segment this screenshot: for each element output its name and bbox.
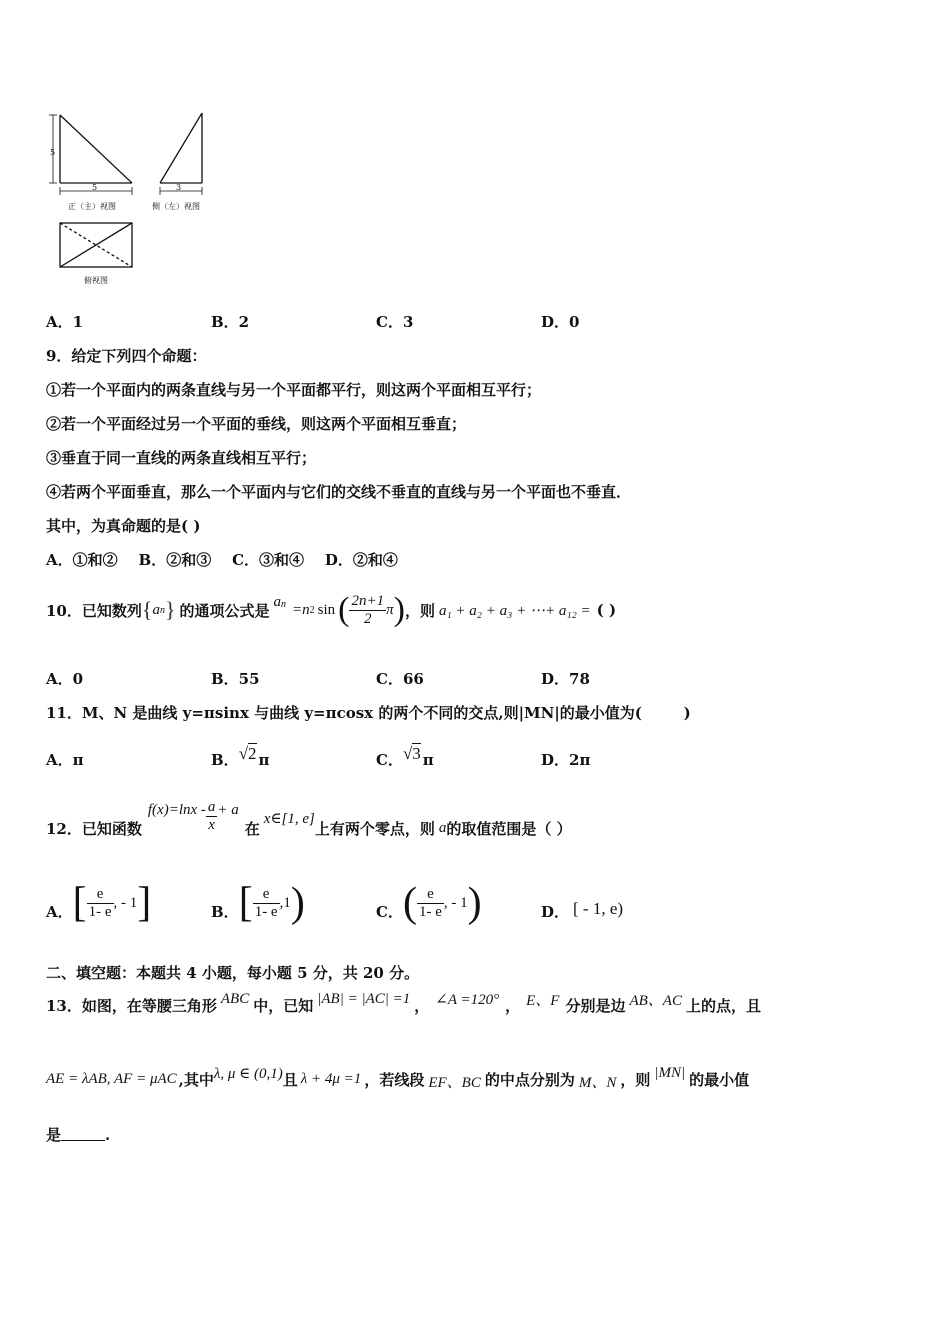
q12-option-c-frac-num: e (427, 885, 434, 902)
q13-mn: M、N (578, 1074, 617, 1091)
q10-option-d: D．78 (541, 670, 590, 688)
q12-option-c (376, 878, 482, 928)
q12-option-b (211, 878, 305, 928)
q11-option-c-radicand: 3 (412, 744, 421, 763)
q13-mn-abs: |MN| (654, 1064, 686, 1081)
q10-stem (46, 588, 616, 632)
q10-then: ，则 (404, 601, 435, 620)
q10-option-c: C．66 (376, 670, 424, 688)
q8-option-d: D．0 (541, 313, 580, 331)
q10-formula-sub: n (281, 598, 287, 610)
q13-text-5: ,其中 (178, 1070, 214, 1089)
q12-option-c-frac-den: 1- e (418, 903, 442, 920)
q12-option-c-bracket-left: ( (402, 880, 417, 926)
q12-suffix2: 的取值范围是（ ） (446, 819, 572, 838)
q12-option-b-bracket-right: ) (290, 880, 305, 926)
q13-line-1 (46, 988, 761, 1022)
q13-text-7: ，若线段 (364, 1070, 425, 1089)
q10-mid: 的通项公式是 (179, 601, 270, 620)
q12-option-a-bracket-left: [ (72, 880, 87, 926)
q13-vectors: AE = λAB, AF = μAC (46, 1070, 177, 1087)
q13-line-3 (46, 1124, 110, 1145)
q12-option-b-tail: ,1 (279, 894, 291, 911)
sqrt-icon: √ (402, 743, 413, 763)
q10-option-a: A．0 (46, 670, 84, 688)
q11-option-b (211, 737, 270, 770)
q10-pi: π (386, 601, 394, 618)
q12-option-b-label: B． (211, 902, 239, 921)
q11-option-a: A．π (46, 751, 84, 769)
q12-option-b-frac-num: e (262, 885, 270, 902)
q12-option-d-label: D． (541, 902, 570, 921)
q10-seq: a (152, 601, 160, 618)
q9-proposition-3: ③垂直于同一直线的两条直线相互平行； (46, 449, 317, 467)
section-2-heading: 二、填空题：本题共 4 小题，每小题 5 分，共 20 分。 (46, 964, 420, 982)
q12-option-d-expr: [ - 1, e) (573, 899, 624, 918)
q12-option-a-tail: , - 1 (113, 894, 138, 911)
q12-option-d (541, 878, 623, 928)
three-view-figure (40, 105, 230, 295)
q9-proposition-2: ②若一个平面经过另一个平面的垂线，则这两个平面相互垂直； (46, 415, 467, 433)
q12-var: a (438, 819, 447, 836)
q13-text-10: 的最小值 (689, 1070, 750, 1089)
q10-seq-sub: n (159, 604, 165, 616)
front-view-caption: 正（主）视图 (68, 202, 116, 211)
q9-proposition-4: ④若两个平面垂直，那么一个平面内与它们的交线不垂直的直线与另一个平面也不垂直． (46, 483, 632, 501)
q12-option-c-bracket-right: ) (467, 880, 482, 926)
q10-option-b: B．55 (211, 670, 260, 688)
q13-text-2: 中，已知 (253, 996, 314, 1015)
q13-text-8: 的中点分别为 (484, 1070, 575, 1089)
q10-fraction (349, 593, 386, 628)
q13-text-3: 分别是边 (565, 996, 626, 1015)
q9-proposition-1: ①若一个平面内的两条直线与另一个平面都平行，则这两个平面相互平行； (46, 381, 542, 399)
q12-option-b-bracket-left: [ (238, 880, 253, 926)
q10-prefix: 10．已知数列 (46, 601, 142, 620)
q12-option-a-bracket-right: ] (137, 880, 152, 926)
top-view-caption: 俯视图 (84, 276, 108, 285)
q12-function: f(x)=lnx - (147, 801, 206, 818)
front-dim-horizontal-label: 5 (92, 183, 98, 192)
q8-option-c: C．3 (376, 313, 414, 331)
q11-option-b-label: B． (211, 751, 239, 769)
front-dim-vertical-label: 5 (50, 148, 56, 157)
q10-formula-sin: sin (317, 601, 336, 618)
q13-text-6: 且 (282, 1070, 298, 1089)
q13-abc: ABC (220, 990, 250, 1007)
q13-comma-2: ， (505, 996, 521, 1015)
q13-lambda-condition: λ + 4μ =1 (300, 1070, 362, 1087)
q8-option-b: B．2 (211, 313, 250, 331)
q12-option-b-frac-den: 1- e (254, 903, 278, 920)
q9-options: A．①和② B．②和③ C．③和④ D．②和④ (46, 551, 398, 569)
q10-formula-lhs: a (273, 593, 282, 610)
side-view-caption: 侧（左）视图 (152, 202, 200, 211)
q12-option-a-label: A． (46, 902, 73, 921)
q12-option-a-frac (87, 886, 114, 921)
q12-option-a-frac-den: 1- e (88, 903, 112, 920)
side-view (160, 113, 202, 183)
q12-suffix: 上有两个零点，则 (314, 819, 435, 838)
q12-option-c-tail: , - 1 (443, 894, 468, 911)
q11-option-c-label: C． (376, 751, 403, 769)
q12-option-c-label: C． (376, 902, 403, 921)
q10-paren-left: ( (338, 591, 350, 628)
q13-segments: EF、BC (428, 1074, 481, 1091)
q12-on: 在 (244, 819, 260, 838)
q12-option-a (46, 878, 151, 928)
q12-frac-den: x (208, 816, 215, 833)
q12-option-b-frac (253, 886, 280, 921)
q11-option-c (376, 737, 434, 770)
sqrt-icon: √ (238, 743, 249, 763)
q12-option-c-frac (417, 886, 444, 921)
q13-comma-1: ， (414, 996, 430, 1015)
q13-answer-blank[interactable] (61, 1128, 105, 1141)
side-dim-horizontal-label: 3 (176, 183, 182, 192)
front-view (60, 115, 132, 183)
q12-fraction (206, 799, 218, 834)
q13-text-4: 上的点，且 (685, 996, 761, 1015)
top-view (60, 223, 132, 267)
q8-option-a: A．1 (46, 313, 84, 331)
q13-text-12: . (105, 1125, 111, 1144)
q11-stem: 11．M、N 是曲线 y=πsinx 与曲线 y=πcosx 的两个不同的交点,则|MN|的最小值为( ) (46, 704, 691, 722)
q11-option-c-pi: π (422, 750, 434, 769)
q13-range: λ, μ ∈ (0,1) (213, 1065, 283, 1082)
q12-plus-a: + a (217, 801, 239, 818)
q10-paren-right: ) (393, 591, 405, 628)
q13-line-2 (46, 1062, 749, 1096)
q11-option-b-radicand: 2 (248, 744, 257, 763)
q10-frac-num: 2n+1 (351, 592, 385, 609)
q10-sum: a₁ + a₂ + a₃ + ⋯+ a₁₂ = (438, 602, 591, 619)
q13-text-11: 是 (46, 1126, 62, 1144)
q10-seq-bracket-left: { (141, 597, 153, 622)
q10-paren: ( ) (596, 601, 617, 619)
q13-text-9: ，则 (620, 1070, 651, 1089)
q9-stem: 9．给定下列四个命题： (46, 347, 207, 365)
q9-question: 其中，为真命题的是( ) (46, 517, 201, 535)
q12-domain: x∈[1, e] (263, 810, 315, 827)
q11-option-d: D．2π (541, 751, 591, 769)
q12-option-a-frac-num: e (96, 885, 104, 902)
q13-angle: ∠A =120° (435, 991, 500, 1008)
q13-condition-1: |AB| = |AC| =1 (317, 990, 411, 1007)
q12-frac-num: a (207, 798, 216, 815)
q11-option-b-pi: π (258, 750, 270, 769)
q12-stem (46, 796, 572, 844)
q12-prefix: 12．已知函数 (46, 819, 142, 838)
q13-ef: E、F (526, 992, 560, 1009)
q10-formula-sup: 2 (309, 604, 315, 616)
q13-abac: AB、AC (629, 992, 682, 1009)
q10-frac-den: 2 (349, 610, 386, 628)
q13-text-1: 13．如图，在等腰三角形 (46, 996, 217, 1015)
q10-seq-bracket-right: } (164, 597, 176, 622)
q10-formula-eq: =n (292, 601, 310, 618)
